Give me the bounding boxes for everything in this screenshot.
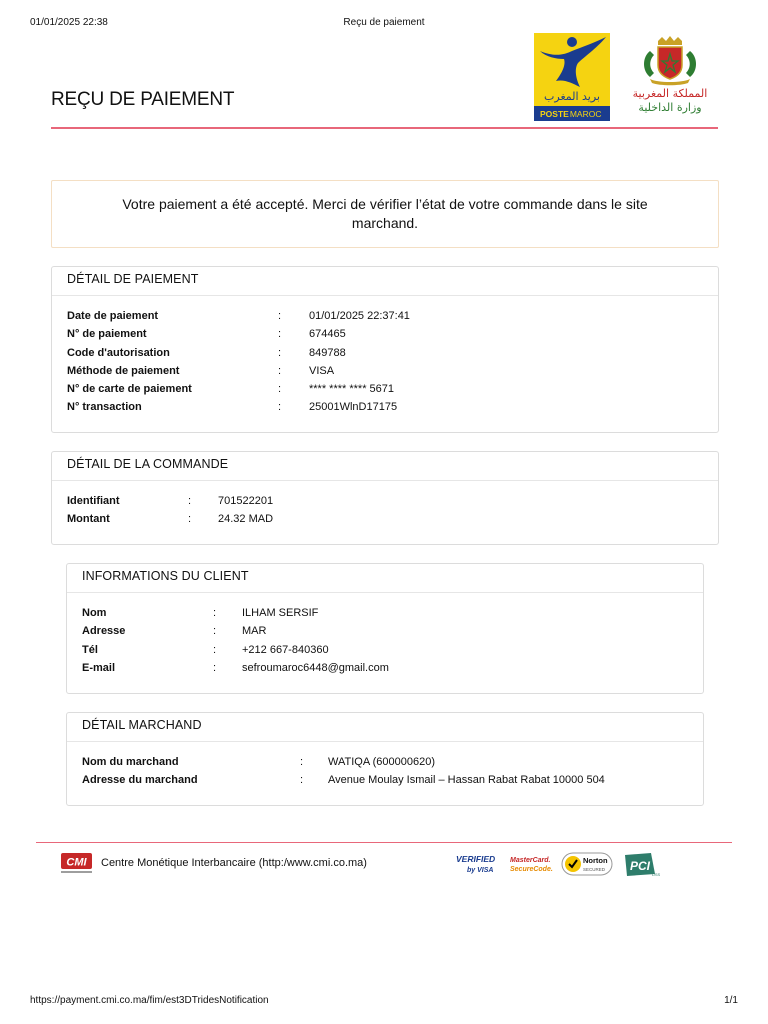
row-separator: : (300, 774, 304, 787)
row-label: Identifiant (67, 495, 120, 507)
row-label: Adresse (82, 625, 126, 638)
payment-detail-card (51, 266, 719, 433)
row-label: Montant (67, 513, 110, 526)
row-value: 701522201 (218, 495, 274, 507)
row-separator: : (278, 346, 282, 359)
merchant-detail-card (66, 712, 704, 806)
order-row-id (67, 495, 703, 513)
cmi-logo-text: CMI (66, 856, 87, 869)
row-value: ILHAM SERSIF (242, 607, 319, 619)
svg-text:Norton: Norton (583, 856, 608, 865)
row-value: **** **** **** 5671 (309, 383, 395, 396)
row-label: Méthode de paiement (67, 364, 180, 377)
row-label: N° de carte de paiement (67, 383, 192, 396)
print-url: https://payment.cmi.co.ma/fim/est3DTridesNotification (30, 995, 269, 1006)
ministry-line2: وزارة الداخلية (638, 101, 702, 114)
mastercard-securecode-badge (510, 857, 553, 873)
svg-text:PCI: PCI (630, 859, 651, 873)
row-label: N° transaction (67, 401, 142, 414)
row-separator: : (213, 661, 217, 674)
payment-row-method (67, 365, 703, 383)
svg-text:by VISA: by VISA (467, 867, 494, 874)
row-value: VISA (309, 364, 335, 377)
row-separator: : (188, 495, 192, 507)
row-separator: : (300, 756, 304, 768)
payment-row-transaction (67, 401, 703, 419)
row-separator: : (213, 607, 217, 619)
row-label: Date de paiement (67, 310, 159, 322)
row-separator: : (278, 328, 282, 341)
print-doc-title: Reçu de paiement (343, 17, 425, 28)
row-separator: : (278, 310, 282, 322)
merchant-row-name (82, 756, 688, 774)
svg-text:SECURED: SECURED (583, 867, 606, 872)
alert-message: Votre paiement a été accepté. Merci de vérifier l’état de votre commande dans le site marchand. (122, 196, 648, 231)
page-title: REÇU DE PAIEMENT (51, 89, 235, 110)
ministry-line1: المملكة المغربية (632, 87, 708, 100)
poste-maroc-logo (534, 33, 610, 121)
row-value: 674465 (309, 328, 346, 341)
row-value: 25001WlnD17175 (309, 401, 398, 414)
row-label: Nom (82, 607, 107, 619)
order-detail-title: DÉTAIL DE LA COMMANDE (52, 452, 718, 481)
order-detail-card (51, 451, 719, 545)
security-badges (455, 850, 665, 878)
order-row-amount (67, 513, 703, 531)
svg-text:VERIFIED: VERIFIED (456, 854, 496, 864)
payment-row-date (67, 310, 703, 328)
ministry-logo (628, 35, 712, 115)
cmi-logo (60, 852, 93, 876)
payment-row-card-number (67, 383, 703, 401)
row-label: Code d'autorisation (67, 346, 170, 359)
row-value: +212 667-840360 (242, 643, 329, 656)
svg-text:POSTEMAROC (540, 109, 601, 119)
row-separator: : (278, 401, 282, 414)
poste-logo-arabic: بريد المغرب (544, 90, 600, 103)
merchant-row-address (82, 774, 688, 792)
row-separator: : (278, 383, 282, 396)
row-value: 849788 (309, 346, 346, 359)
row-label: Adresse du marchand (82, 774, 198, 787)
row-value: 24.32 MAD (218, 513, 274, 526)
row-value: Avenue Moulay Ismail – Hassan Rabat Rabat 10000 504 (328, 774, 605, 787)
payment-row-auth-code (67, 347, 703, 365)
client-row-name (82, 607, 688, 625)
poste-logo-light: MAROC (569, 109, 602, 119)
row-label: N° de paiement (67, 328, 147, 341)
footer-divider (36, 842, 732, 843)
row-separator: : (213, 643, 217, 656)
print-datetime: 01/01/2025 22:38 (30, 17, 108, 28)
row-value: sefroumaroc6448@gmail.com (242, 661, 389, 674)
row-separator: : (213, 625, 217, 638)
client-row-email (82, 662, 688, 680)
verified-by-visa-badge (456, 854, 495, 874)
row-label: Nom du marchand (82, 756, 179, 768)
svg-text:SecureCode.: SecureCode. (510, 866, 553, 873)
payment-detail-title: DÉTAIL DE PAIEMENT (52, 267, 718, 296)
row-separator: : (188, 513, 192, 526)
client-row-address (82, 625, 688, 643)
merchant-detail-title: DÉTAIL MARCHAND (67, 713, 703, 742)
row-label: E-mail (82, 661, 116, 674)
norton-secured-badge (562, 853, 612, 875)
client-info-title: INFORMATIONS DU CLIENT (67, 564, 703, 593)
row-label: Tél (82, 643, 98, 656)
svg-text:MasterCard.: MasterCard. (510, 857, 551, 864)
row-value: MAR (242, 625, 267, 638)
row-value: 01/01/2025 22:37:41 (309, 310, 410, 322)
row-value: WATIQA (600000620) (328, 756, 435, 768)
poste-logo-bold: POSTE (540, 109, 569, 119)
payment-accepted-alert (51, 180, 719, 248)
row-separator: : (278, 364, 282, 377)
cmi-link-text[interactable]: Centre Monétique Interbancaire (http:/www.cmi.co.ma) (101, 857, 367, 869)
header-divider (51, 127, 718, 129)
print-page-count: 1/1 (724, 995, 738, 1006)
client-info-card (66, 563, 704, 694)
pci-dss-badge (625, 853, 661, 877)
payment-row-number (67, 328, 703, 346)
svg-text:DSS: DSS (652, 872, 661, 877)
client-row-phone (82, 644, 688, 662)
